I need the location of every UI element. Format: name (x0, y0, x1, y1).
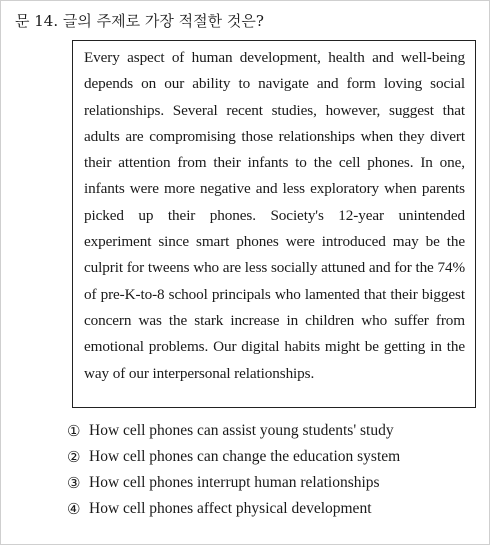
choice-text: How cell phones can assist young students' study (89, 422, 394, 439)
question-title: 문 14. 글의 주제로 가장 적절한 것은? (15, 12, 264, 30)
choice-number: ② (67, 448, 81, 466)
choice-4[interactable] (67, 496, 400, 522)
choice-text: How cell phones interrupt human relationships (89, 474, 380, 491)
choice-number: ③ (67, 474, 81, 492)
choice-text: How cell phones can change the education system (89, 448, 401, 465)
choice-number: ① (67, 422, 81, 440)
choice-1[interactable] (67, 418, 400, 444)
passage-box (72, 40, 476, 408)
choice-2[interactable] (67, 444, 400, 470)
answer-choices (67, 418, 400, 522)
choice-text: How cell phones affect physical development (89, 500, 372, 517)
choice-3[interactable] (67, 470, 400, 496)
passage-text: Every aspect of human development, health and well-being depends on our ability to navigate and form loving social relationships. Several recent studies, however, suggest that adults are compromising those relationships when they divert their attention from their infants to the cell phones. In one, infants were more negative and less exploratory when parents picked up their phones. Society's 12-year unintended experiment since smart phones were introduced may be the culprit for tweens who are less socially attuned and for the 74% of pre-K-to-8 school principals who lamented that their biggest concern was the stark increase in children who suffer from emotional problems. Our digital habits might be getting in the way of our interpersonal relationships. (84, 49, 465, 382)
choice-number: ④ (67, 500, 81, 518)
